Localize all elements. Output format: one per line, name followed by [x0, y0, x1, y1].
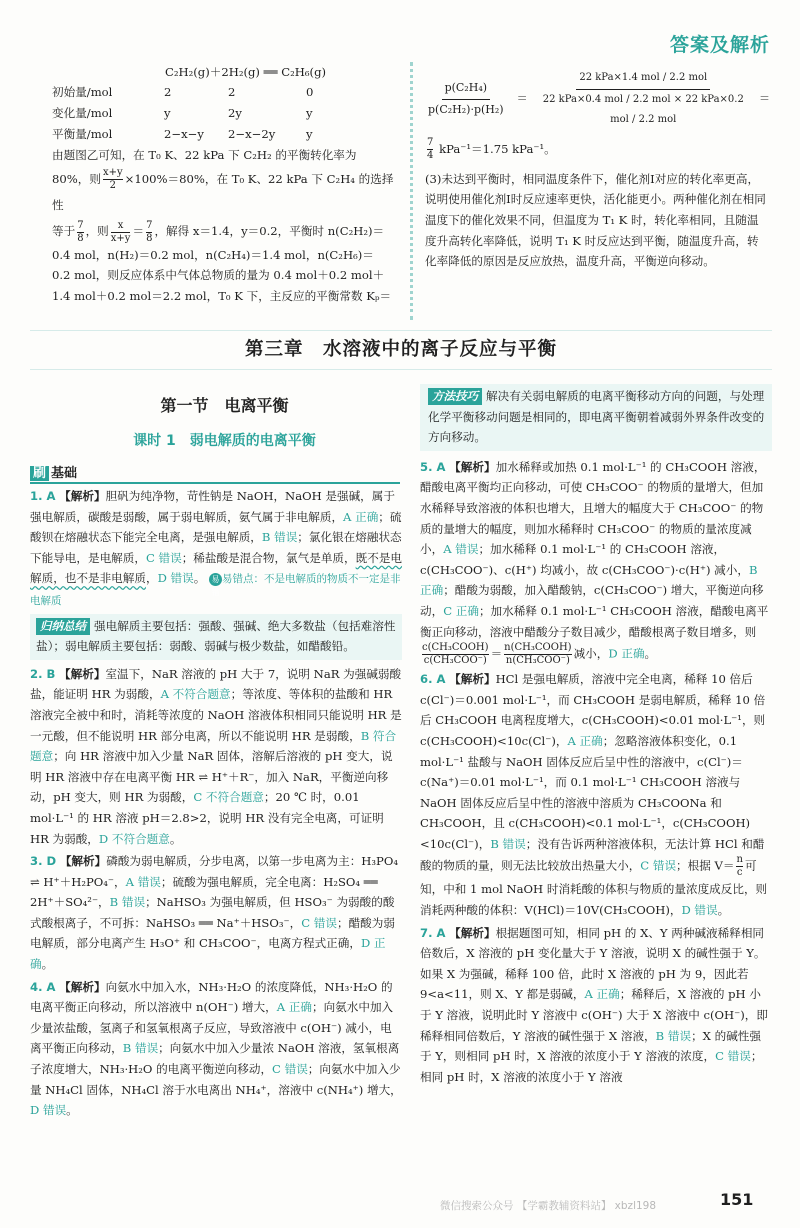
basic-tag: 刷 [30, 466, 49, 481]
fraction-numerator: 7 [146, 219, 153, 231]
text: ；加水稀释 0.1 mol·L⁻¹ 的 CH₃COOH 溶液，c(CH₃COO⁻)、c(H⁺) 均减小，故 c(CH₃COO⁻)·c(H⁺) 减小， [420, 542, 749, 577]
option-verdict: D 错误 [681, 903, 718, 918]
option-verdict: A 正确 [584, 987, 620, 1002]
kp-expression [425, 68, 770, 131]
text: ；稀盐酸是混合物，氯气是单质， [181, 550, 356, 565]
text: ；忽略溶液体积变化，0.1 mol·L⁻¹ 盐酸与 NaOH 固体反应后呈中性的溶液中，c(Cl⁻)＝c(Na⁺)＝0.01 mol·L⁻¹，而 0.1 mol·L⁻¹ CH₃COOH 溶液与 NaOH 固体反应后呈中性的溶液中溶质为 CH₃COONa 和 CH₃COOH，且 c(CH₃COOH)<0.1 mol·L⁻¹，c(CH₃COOH)<10c(Cl⁻)， [420, 733, 751, 851]
text: 向氨水中加入水，NH₃·H₂O 的浓度降低，NH₃·H₂O 的电离平衡正向移动，所以溶液中 n(OH⁻) 增大， [30, 979, 393, 1015]
section-title: 第一节 电离平衡 [160, 396, 289, 415]
option-verdict: B 错误 [122, 1041, 159, 1056]
text: ；加水稀释 0.1 mol·L⁻¹ CH₃COOH 溶液，醋酸电离平衡正向移动，溶液中醋酸分子数目减少，醋酸根离子数目增多，则 [420, 603, 769, 639]
equals-sign: ＝ [759, 92, 770, 106]
text: kPa⁻¹＝1.75 kPa⁻¹。 [439, 141, 556, 156]
header-section-tag: 答案及解析 [669, 34, 770, 56]
fraction [427, 137, 433, 162]
option-verdict: D 错误 [30, 1103, 67, 1118]
text: ；稀释后，X 溶液的 pH 小于 Y 溶液，说明此时 Y 溶液中 c(OH⁻) 大于 X 溶液中 c(OH⁻)，即稀释相同倍数后，Y 溶液的碱性强于 X 溶液， [420, 987, 768, 1043]
mistake-note: 易错点：不是电解质的物质不一定是非电解质 [30, 573, 401, 607]
fraction-denominator: c [736, 867, 743, 879]
top-left-column [52, 62, 397, 306]
fraction-denominator: c(CH₃COO⁻) [423, 655, 487, 667]
option-verdict: C 错误 [715, 1049, 751, 1064]
fraction-denominator: 8 [77, 232, 84, 244]
equals-sign: ＝ [516, 92, 528, 106]
top-right-column [425, 62, 770, 272]
option-verdict: A 正确 [276, 1000, 312, 1015]
option-verdict: D 不符合题意 [98, 831, 170, 846]
text: 。 [41, 957, 54, 972]
question-number: 4. A [30, 979, 56, 994]
table-row [52, 82, 321, 103]
fraction-denominator: n(CH₃COO⁻) [505, 655, 570, 667]
fraction-numerator: 22 kPa×1.4 mol / 2.2 mol [576, 68, 710, 90]
analysis-tag: 【解析】 [449, 672, 496, 687]
answer-item [30, 851, 402, 975]
question-number: 2. B [30, 666, 56, 681]
basic-practice-heading [30, 462, 400, 484]
text: 。 [169, 831, 182, 846]
kp-result [425, 135, 770, 163]
fraction-denominator: 2 [109, 180, 116, 192]
cell: 2 [164, 85, 172, 100]
text: 。 [193, 571, 206, 586]
text: ×100%＝80%，在 T₀ K、22 kPa 下 C₂H₄ 的选择性 [52, 171, 394, 213]
option-verdict: C 错误 [145, 550, 182, 565]
summary-box [30, 614, 402, 660]
derivation-line: 0.2 mol，则反应体系中气体总物质的量为 0.4 mol＋0.2 mol＋ [52, 268, 385, 283]
text: ；向 HR 溶液中加入少量 NaR 固体，溶解后溶液的 pH 变大，说明 HR 溶液中存在电离平衡 HR ⇌ H⁺＋R⁻，加入 NaR，平衡逆向移动，pH 变大，则 HR 为弱酸， [30, 749, 393, 805]
text: 室温下，NaR 溶液的 pH 大于 7，说明 NaR 为强碱弱酸盐，能证明 HR 为弱酸， [30, 666, 402, 702]
option-verdict: B 错误 [109, 895, 146, 910]
cell: 2y [228, 106, 242, 121]
lesson-title: 课时 1 弱电解质的电离平衡 [133, 433, 316, 449]
question-number: 1. A [30, 489, 56, 503]
derivation-line [52, 166, 397, 219]
cell: 0 [306, 85, 314, 100]
text: ；NaHSO₃ 为强电解质，但 HSO₃⁻ 为弱酸的酸式酸根离子，不可拆：NaHSO₃ ══ Na⁺＋HSO₃⁻， [30, 895, 395, 930]
table-row [52, 124, 321, 145]
analysis-tag: 【解析】 [59, 666, 106, 681]
fraction-numerator: n [736, 854, 743, 866]
cell: 2 [228, 85, 236, 100]
analysis-tag: 【解析】 [449, 925, 496, 940]
text: 加水稀释或加热 0.1 mol·L⁻¹ 的 CH₃COOH 溶液，醋酸电离平衡均正向移动，可使 CH₃COO⁻ 的物质的量增大，但加水稀释导致溶液的体积也增大，且增大的幅度大于 CH₃COO⁻ 的物质的量增大的幅度，则加水稀释时 CH₃COO⁻ 的物质的量浓度减小， [420, 459, 766, 557]
fraction [538, 68, 749, 131]
page-number: 151 [720, 1190, 754, 1209]
text: 。 [717, 903, 730, 918]
part-3-text: (3)未达到平衡时，相同温度条件下，催化剂Ⅰ对应的转化率更高，说明使用催化剂Ⅰ时反应速率更快，活化能更小。两种催化剂在相同温度下的催化效果不同，但温度为 T₁ K 时，转化率相同，且随温度升高转化率降低，说明 T₁ K 时反应达到平衡，随温度升高，转化率降低的原因是反应放热，温度升高，平衡逆向移动。 [425, 171, 766, 269]
analysis-tag: 【解析】 [59, 854, 107, 869]
question-number: 7. A [420, 925, 446, 940]
method-box [420, 384, 772, 451]
text: 等于 [52, 224, 76, 239]
text: ；相同 pH 时，X 溶液的浓度小于 Y 溶液 [420, 1049, 763, 1084]
text: ；向氨水中加入少量浓 NaOH 溶液，氢氧根离子浓度增大，NH₃·H₂O 的电离平衡逆向移动， [30, 1041, 400, 1077]
method-tag: 方法技巧 [428, 388, 482, 405]
option-verdict: C 错误 [272, 1062, 308, 1077]
row-label: 初始量/mol [52, 85, 113, 100]
derivation-line: 1.4 mol＋0.2 mol＝2.2 mol，T₀ K 下，主反应的平衡常数 Kₚ＝ [52, 288, 392, 303]
fraction [111, 220, 131, 245]
option-verdict: A 正确 [567, 733, 603, 748]
summary-tag: 归纳总结 [36, 618, 90, 635]
text: ；向氨水中加入少量浓盐酸，氢离子和氢氧根离子反应，导致溶液中 c(OH⁻) 减小，电离平衡正向移动， [30, 1000, 394, 1056]
fraction [422, 642, 489, 667]
question-number: 5. A [420, 459, 446, 474]
text: ；硫酸钡在熔融状态下能完全电离，是强电解质， [30, 509, 402, 545]
option-verdict: A 不符合题意 [160, 687, 231, 702]
chapter-title: 第三章 水溶液中的离子反应与平衡 [30, 330, 772, 370]
cell: y [306, 106, 313, 121]
text: ；20 ℃ 时，0.01 mol·L⁻¹ 的 HR 溶液 pH＝2.8>2，说明 HR 没有完全电离，可证明 HR 为弱酸， [30, 790, 384, 846]
analysis-tag: 【解析】 [449, 459, 496, 474]
text: 。 [66, 1103, 78, 1118]
question-number: 3. D [30, 854, 57, 869]
option-verdict: B 错误 [490, 836, 526, 851]
mistake-icon: 易错 [209, 573, 222, 586]
equals-sign: ＝ [490, 646, 503, 661]
fraction-numerator: x+y [102, 167, 123, 179]
fraction [77, 220, 83, 245]
fraction-numerator: n(CH₃COOH) [504, 642, 572, 654]
cell: y [164, 106, 171, 121]
fraction-numerator: x [111, 220, 131, 233]
answer-item [420, 669, 772, 921]
fraction-denominator: 8 [146, 232, 153, 244]
question-number: 6. A [420, 672, 446, 687]
text: HCl 是强电解质，溶液中完全电离，稀释 10 倍后 c(Cl⁻)＝0.001 mol·L⁻¹，而 CH₃COOH 是弱电解质，稀释 10 倍后 CH₃COOH 电离程度增大，c(CH₃COOH)<0.01 mol·L⁻¹，则 c(CH₃COOH)<10c(Cl⁻)， [420, 672, 766, 748]
row-label: 变化量/mol [52, 106, 113, 121]
derivation-line: 0.4 mol，n(H₂)＝0.2 mol，n(C₂H₄)＝1.4 mol，n(C₂H₆)＝ [52, 247, 374, 262]
row-label: 平衡量/mol [52, 127, 113, 142]
method-text: 解决有关弱电解质的电离平衡移动方向的问题，与处理化学平衡移动问题是相同的，即电离平衡朝着减弱外界条件改变的方向移动。 [428, 389, 765, 445]
text: 根据题图可知，相同 pH 的 X、Y 两种碱液稀释相同倍数后，X 溶液的 pH 变化量大于 Y 溶液，说明 X 的碱性强于 Y。如果 X 为强碱，稀释 100 倍，此时 X 溶液的 pH 为 9，因此若 9<a<11，则 X、Y 都是弱碱， [420, 925, 766, 1002]
text: ；根据 V＝ [676, 858, 735, 873]
fraction [736, 854, 742, 879]
text: ，则 [85, 224, 109, 239]
answer-item [30, 977, 402, 1121]
text: 减小， [573, 646, 609, 661]
cell: 2−x−y [164, 127, 204, 142]
analysis-tag: 【解析】 [59, 979, 106, 994]
option-verdict: B 正确 [420, 562, 758, 598]
text: ；硫酸为强电解质，完全电离：H₂SO₄ ══ 2H⁺＋SO₄²⁻， [30, 874, 378, 910]
text: 80%，则 [52, 171, 101, 186]
left-main-column [30, 486, 402, 1123]
fraction-denominator: x+y [110, 232, 131, 244]
cell: y [306, 127, 313, 142]
option-verdict: A 错误 [125, 874, 161, 889]
text: 胆矾为纯净物，苛性钠是 NaOH，NaOH 是强碱，属于强电解质，碳酸是弱酸，属于弱电解质，氨气属于非电解质， [30, 489, 395, 524]
fraction-denominator: 22 kPa×0.4 mol / 2.2 mol × 22 kPa×0.2 mol / 2.2 mol [542, 93, 744, 126]
text: ， [145, 571, 158, 586]
option-verdict: B 错误 [655, 1028, 692, 1043]
option-verdict: C 不符合题意 [193, 790, 264, 805]
text: ；X 的碱性强于 Y，则相同 pH 时，X 溶液的浓度小于 Y 溶液的浓度， [420, 1028, 761, 1064]
option-verdict: B 符合题意 [30, 728, 397, 764]
answer-item [420, 457, 772, 667]
derivation-line [52, 218, 397, 245]
option-verdict: D 正确 [608, 646, 645, 661]
text: 。 [644, 646, 657, 661]
basic-label: 基础 [51, 466, 78, 481]
text: ＝ [132, 224, 145, 239]
text: ；没有告诉两种溶液体积，无法计算 HCl 和醋酸的物质的量，则无法比较放出热量大小， [420, 836, 765, 873]
fraction-denominator: 4 [427, 150, 434, 162]
watermark-footer: 微信搜索公众号 【学霸教辅资料站】 xbzl198 [440, 1200, 657, 1212]
option-verdict: C 错误 [640, 858, 677, 873]
text: ；醋酸为弱电解质，部分电离产生 H₃O⁺ 和 CH₃COO⁻，电离方程式正确， [30, 915, 395, 951]
fraction-denominator: p(C₂H₂)·p(H₂) [428, 102, 504, 116]
column-divider [410, 62, 413, 320]
answer-item [30, 486, 402, 612]
fraction-numerator: c(CH₃COOH) [422, 642, 489, 654]
summary-text: 强电解质主要包括：强酸、强碱、绝大多数盐（包括难溶性盐）；弱电解质主要包括：弱酸、弱碱与极少数盐，如醋酸铅。 [36, 618, 396, 654]
text: ；氯化银在熔融状态下能导电，是电解质， [30, 530, 402, 565]
text: ，解得 x＝1.4，y＝0.2，平衡时 n(C₂H₂)＝ [154, 224, 385, 239]
answer-item [30, 664, 402, 849]
fraction [504, 642, 571, 667]
analysis-tag: 【解析】 [59, 489, 106, 503]
fraction [103, 167, 123, 192]
option-verdict: A 错误 [443, 542, 479, 557]
text: ；向氨水中加入少量 NH₄Cl 固体，NH₄Cl 溶于水电离出 NH₄⁺，溶液中 c(NH₄⁺) 增大， [30, 1062, 402, 1097]
fraction-numerator: 7 [427, 137, 434, 149]
derivation-line: 由题图乙可知，在 T₀ K、22 kPa 下 C₂H₂ 的平衡转化率为 [52, 148, 357, 162]
right-main-column [420, 384, 772, 1089]
option-verdict: C 正确 [443, 603, 479, 618]
emphasized-text: 既不是电解质，也不是非电解质 [30, 550, 403, 586]
option-verdict: D 正确 [30, 936, 386, 972]
text: 可知，中和 1 mol NaOH 时消耗酸的体积与物质的量浓度成反比，则消耗两种酸的体积：V(HCl)＝10V(CH₃COOH)， [420, 858, 768, 918]
text: 磷酸为弱电解质，分步电离，以第一步电离为主：H₃PO₄ ⇌ H⁺＋H₂PO₄⁻， [30, 854, 398, 889]
cell: 2−x−2y [228, 127, 276, 142]
equilibrium-table [52, 82, 321, 145]
option-verdict: C 错误 [301, 915, 337, 930]
fraction [425, 78, 507, 120]
fraction-numerator: p(C₂H₄) [442, 78, 490, 100]
answer-item [420, 923, 772, 1088]
text: ；等浓度、等体积的盐酸和 HR 溶液完全被中和时，消耗等浓度的 NaOH 溶液体积相同只能说明 HR 是一元酸，但不能说明 HR 部分电离，所以不能说明 HR 是弱酸， [30, 687, 402, 743]
reaction-equation: C₂H₂(g)＋2H₂(g) ══ C₂H₆(g) [165, 65, 327, 79]
option-verdict: A 正确 [343, 509, 379, 524]
text: ；醋酸为弱酸，加入醋酸钠，c(CH₃COO⁻) 增大，平衡逆向移动， [420, 583, 764, 618]
option-verdict: D 错误 [157, 571, 194, 586]
fraction-numerator: 7 [77, 219, 84, 231]
option-verdict: B 错误 [261, 530, 298, 545]
table-row [52, 103, 321, 124]
fraction [146, 220, 152, 245]
